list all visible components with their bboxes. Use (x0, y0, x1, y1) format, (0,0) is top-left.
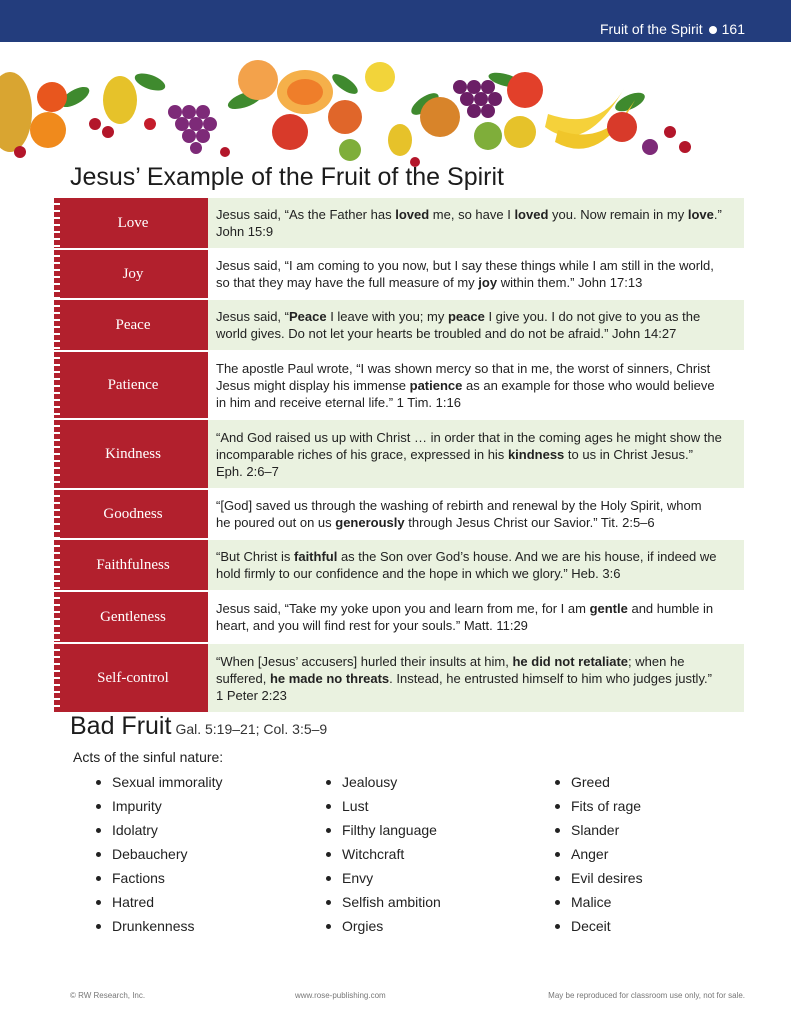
table-row (58, 490, 744, 538)
row-label: Gentleness (58, 592, 208, 642)
scripture-text: Jesus said, “I am coming to you now, but I say these things while I am still in the world, so that they may have the full measure of my joy within them.” John 17:13 (216, 258, 714, 290)
table-row (58, 352, 744, 418)
list-item (555, 914, 643, 938)
row-scripture-text (208, 300, 744, 350)
table-row (58, 420, 744, 488)
bad-fruit-column-1 (96, 770, 222, 938)
list-item (96, 794, 222, 818)
bullet-icon (555, 852, 560, 857)
footer-copyright: © RW Research, Inc. (70, 991, 146, 1000)
list-item (555, 770, 643, 794)
list-item-text: Jealousy (342, 774, 398, 790)
list-item (326, 770, 441, 794)
table-row (58, 300, 744, 350)
row-label: Love (58, 198, 208, 248)
bad-fruit-title: Bad Fruit (70, 712, 172, 740)
row-label: Kindness (58, 420, 208, 488)
scripture-text: The apostle Paul wrote, “I was shown mercy so that in me, the worst of sinners, Christ Jesus might display his immense patience as an example for those who would believe in him and receive eternal life.” 1 Tim. 1:16 (216, 360, 715, 410)
row-scripture-text (208, 592, 744, 642)
footer-website: www.rose-publishing.com (295, 991, 386, 1000)
bullet-icon (96, 876, 101, 881)
bullet-icon (555, 900, 560, 905)
list-item-text: Factions (112, 870, 165, 886)
bullet-icon (96, 828, 101, 833)
bullet-dot-icon (709, 26, 717, 34)
scripture-text: “[God] saved us through the washing of rebirth and renewal by the Holy Spirit, whom he poured out on us generously through Jesus Christ our Savior.” Tit. 2:5–6 (216, 498, 702, 530)
list-item-text: Impurity (112, 798, 162, 814)
scripture-text: “But Christ is faithful as the Son over God’s house. And we are his house, if indeed we hold firmly to our confidence and the hope in which we glory.” Heb. 3:6 (216, 549, 717, 581)
list-item (326, 794, 441, 818)
list-item (555, 818, 643, 842)
bad-fruit-column-3 (555, 770, 643, 938)
row-scripture-text (208, 490, 744, 538)
footer-notice: May be reproduced for classroom use only, not for sale. (548, 991, 745, 1000)
list-item (555, 890, 643, 914)
bullet-icon (96, 852, 101, 857)
list-item-text: Orgies (342, 918, 384, 934)
list-item (96, 914, 222, 938)
list-item (96, 842, 222, 866)
list-item-text: Hatred (112, 894, 155, 910)
bullet-icon (326, 852, 331, 857)
list-item-text: Witchcraft (342, 846, 405, 862)
list-item (96, 866, 222, 890)
row-scripture-text (208, 198, 744, 248)
bad-fruit-heading (70, 712, 327, 741)
bullet-icon (326, 828, 331, 833)
list-item-text: Anger (571, 846, 609, 862)
fruit-banner-illustration (0, 52, 791, 170)
row-scripture-text (208, 420, 744, 488)
list-item-text: Envy (342, 870, 374, 886)
list-item-text: Debauchery (112, 846, 188, 862)
list-item (326, 890, 441, 914)
bullet-icon (555, 780, 560, 785)
row-label: Joy (58, 250, 208, 298)
list-item-text: Idolatry (112, 822, 158, 838)
table-row (58, 198, 744, 248)
list-item (555, 794, 643, 818)
row-scripture-text (208, 352, 744, 418)
list-item-text: Filthy language (342, 822, 437, 838)
list-item (555, 866, 643, 890)
list-item (326, 914, 441, 938)
header-running-title (600, 21, 745, 37)
table-row (58, 644, 744, 712)
list-item-text: Sexual immorality (112, 774, 223, 790)
row-scripture-text (208, 540, 744, 590)
list-item-text: Deceit (571, 918, 611, 934)
list-item (326, 842, 441, 866)
bullet-icon (96, 804, 101, 809)
bullet-icon (326, 924, 331, 929)
scripture-text: Jesus said, “As the Father has loved me, so have I loved you. Now remain in my love.” John 15:9 (216, 207, 722, 239)
table-row (58, 250, 744, 298)
bad-fruit-reference: Gal. 5:19–21; Col. 3:5–9 (175, 721, 328, 737)
bad-fruit-column-2 (326, 770, 441, 938)
row-scripture-text (208, 250, 744, 298)
list-item (96, 770, 222, 794)
list-item-text: Greed (571, 774, 610, 790)
scripture-text: “When [Jesus’ accusers] hurled their insults at him, he did not retaliate; when he suffered, he made no threats. Instead, he entrusted himself to him who judges justly.” 1 Peter 2:23 (216, 653, 712, 703)
bullet-icon (326, 780, 331, 785)
page-number: 161 (721, 21, 745, 37)
row-label: Self-control (58, 644, 208, 712)
table-row (58, 592, 744, 642)
list-item (555, 842, 643, 866)
bullet-icon (555, 924, 560, 929)
list-item-text: Evil desires (571, 870, 643, 886)
scripture-text: “And God raised us up with Christ … in order that in the coming ages he might show the incomparable riches of his grace, expressed in his kindness to us in Christ Jesus.” Eph. 2:6–7 (216, 429, 722, 479)
list-item-text: Drunkenness (112, 918, 195, 934)
list-item (326, 866, 441, 890)
section-title: Jesus’ Example of the Fruit of the Spirit (70, 163, 504, 191)
scripture-text: Jesus said, “Take my yoke upon you and learn from me, for I am gentle and humble in heart, and you will find rest for your souls.” Matt. 11:29 (216, 601, 714, 633)
list-item-text: Malice (571, 894, 612, 910)
row-label: Faithfulness (58, 540, 208, 590)
bad-fruit-intro: Acts of the sinful nature: (73, 749, 224, 765)
bullet-icon (326, 900, 331, 905)
row-label: Peace (58, 300, 208, 350)
list-item (326, 818, 441, 842)
row-scripture-text (208, 644, 744, 712)
row-label: Goodness (58, 490, 208, 538)
list-item-text: Selfish ambition (342, 894, 441, 910)
bullet-icon (326, 876, 331, 881)
bullet-icon (96, 900, 101, 905)
table-row (58, 540, 744, 590)
list-item (96, 890, 222, 914)
bullet-icon (326, 804, 331, 809)
bullet-icon (555, 876, 560, 881)
list-item-text: Slander (571, 822, 620, 838)
list-item (96, 818, 222, 842)
scripture-text: Jesus said, “Peace I leave with you; my peace I give you. I do not give to you as the world gives. Do not let your hearts be troubled and do not be afraid.” John 14:27 (216, 309, 701, 341)
list-item-text: Lust (342, 798, 369, 814)
bullet-icon (555, 804, 560, 809)
header-title: Fruit of the Spirit (599, 21, 703, 37)
bullet-icon (555, 828, 560, 833)
list-item-text: Fits of rage (571, 798, 642, 814)
row-label: Patience (58, 352, 208, 418)
bullet-icon (96, 780, 101, 785)
bullet-icon (96, 924, 101, 929)
